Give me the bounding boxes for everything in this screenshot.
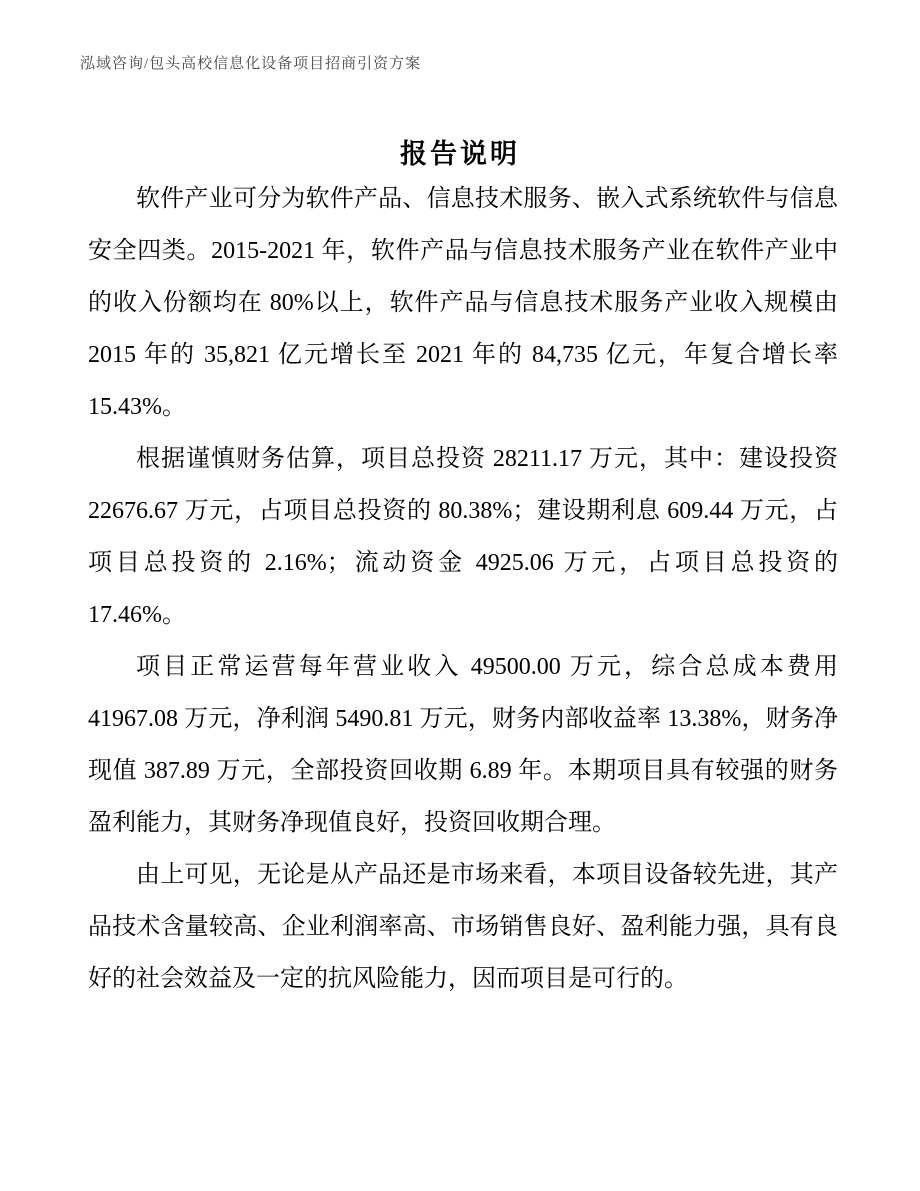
body-paragraph-4: 由上可见，无论是从产品还是市场来看，本项目设备较先进，其产品技术含量较高、企业利润率高、市场销售良好、盈利能力强，具有良好的社会效益及一定的抗风险能力，因而项目是可行的。 — [88, 862, 838, 992]
document-body — [88, 173, 838, 1005]
report-title: 报告说明 — [400, 139, 520, 170]
body-paragraph-3: 项目正常运营每年营业收入 49500.00 万元，综合总成本费用 41967.08 万元，净利润 5490.81 万元，财务内部收益率 13.38%，财务净现值 387.89 万元，全部投资回收期 6.89 年。本期项目具有较强的财务盈利能力，其财务净现值良好，投资回收期合理。 — [88, 654, 838, 836]
body-paragraph-1: 软件产业可分为软件产品、信息技术服务、嵌入式系统软件与信息安全四类。2015-2021 年，软件产品与信息技术服务产业在软件产业中的收入份额均在 80%以上，软件产品与信息技术服务产业收入规模由 2015 年的 35,821 亿元增长至 2021 年的 84,735 亿元，年复合增长率 15.43%。 — [88, 186, 838, 420]
page-header-text: 泓域咨询/包头高校信息化设备项目招商引资方案 — [80, 56, 422, 72]
body-paragraph-2: 根据谨慎财务估算，项目总投资 28211.17 万元，其中：建设投资 22676.67 万元，占项目总投资的 80.38%；建设期利息 609.44 万元，占项目总投资的 2.16%；流动资金 4925.06 万元，占项目总投资的 17.46%。 — [88, 446, 838, 628]
